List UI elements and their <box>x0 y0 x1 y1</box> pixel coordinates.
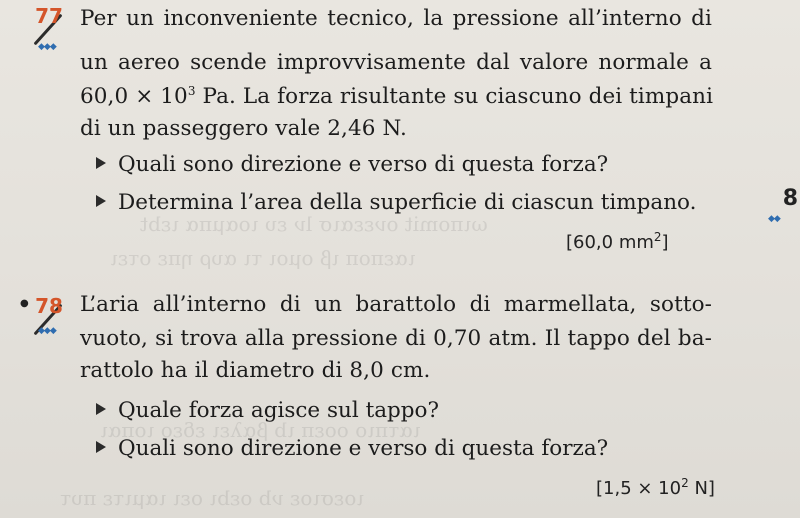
problem-text-line: di un passeggero vale 2,46 N. <box>80 116 407 141</box>
question-bullet: Quale forza agisce sul tappo? <box>96 398 439 423</box>
problem-text-line: $60,0 \times 10^3$ Pa. La forza risultante su ciascuno dei timpani <box>80 84 714 110</box>
difficulty-dots: ◆◆◆ <box>38 42 56 52</box>
question-bullet: Determina l’area della superficie di ciascun timpano. <box>96 190 696 215</box>
question-bullet: Quali sono direzione e verso di questa forza? <box>96 436 608 461</box>
triangle-bullet-icon <box>96 403 106 415</box>
difficulty-dots: ◆◆◆ <box>38 326 56 336</box>
problem-text-line: rattolo ha il diametro di 8,0 cm. <box>80 358 431 383</box>
problem-number: 77 <box>35 4 63 28</box>
problem-text-line: un aereo scende improvvisamente dal valore normale a <box>80 50 712 75</box>
show-through-text: ιαεποπ ιβ ομοι τι αυρ ηπε οτει <box>110 246 416 270</box>
problem-text-line: L’aria all’interno di un barattolo di marmellata, sotto- <box>80 292 712 317</box>
answer: [$1,5 \times 10^2$ N] <box>596 476 715 499</box>
problem-number: 78 <box>35 294 63 318</box>
triangle-bullet-icon <box>96 195 106 207</box>
problem-text-line: vuoto, si trova alla pressione di 0,70 atm. Il tappo del ba- <box>80 326 712 351</box>
question-bullet: Quali sono direzione e verso di questa forza? <box>96 152 608 177</box>
show-through-text: ωιποmit ονεεαισ lν ευ ιοαμπα ιεbt <box>140 212 488 236</box>
answer: [60,0 $mm^2$] <box>566 230 669 253</box>
triangle-bullet-icon <box>96 441 106 453</box>
bullet-dot: ● <box>20 298 29 309</box>
problem-text-line: Per un inconveniente tecnico, la pressione all’interno di <box>80 6 712 31</box>
show-through-text: ιοεσιοε νb οεbι οει ιαμιτε πυτ <box>60 486 365 510</box>
show-through-text: ιατπιο οοεπ ιb βαλει εδεο ιοπαι <box>100 418 421 442</box>
triangle-bullet-icon <box>96 157 106 169</box>
difficulty-dots: ◆◆ <box>768 214 780 224</box>
adjacent-problem-number: 8 <box>782 186 798 211</box>
